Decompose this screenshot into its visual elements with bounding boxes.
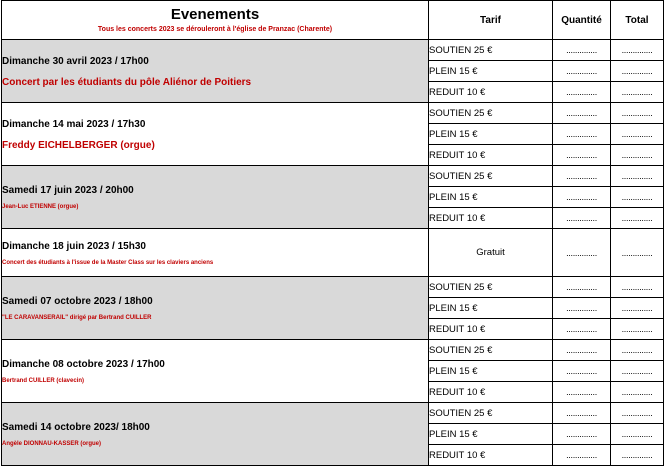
event-performer: Angèle DIONNAU-KASSER (orgue) <box>2 441 102 447</box>
event-cell <box>2 103 429 166</box>
total-field: .............. <box>611 229 664 277</box>
quantity-field[interactable]: .............. <box>553 166 611 187</box>
tarif-option: REDUIT 10 € <box>429 82 553 103</box>
total-field: .............. <box>611 124 664 145</box>
total-field: .............. <box>611 82 664 103</box>
total-field: .............. <box>611 403 664 424</box>
tarif-option: SOUTIEN 25 € <box>429 403 553 424</box>
total-field: .............. <box>611 382 664 403</box>
quantity-field[interactable]: .............. <box>553 277 611 298</box>
event-performer: Freddy EICHELBERGER (orgue) <box>2 139 155 151</box>
tarif-option: SOUTIEN 25 € <box>429 166 553 187</box>
quantity-field[interactable]: .............. <box>553 382 611 403</box>
total-field: .............. <box>611 145 664 166</box>
event-date: Dimanche 14 mai 2023 / 17h30 <box>2 118 146 130</box>
quantity-field[interactable]: .............. <box>553 145 611 166</box>
event-date: Samedi 17 juin 2023 / 20h00 <box>2 185 134 196</box>
total-field: .............. <box>611 424 664 445</box>
quantity-field[interactable]: .............. <box>553 340 611 361</box>
quantity-field[interactable]: .............. <box>553 403 611 424</box>
quantity-field[interactable]: .............. <box>553 208 611 229</box>
event-date: Dimanche 18 juin 2023 / 15h30 <box>2 240 146 252</box>
tarif-option: REDUIT 10 € <box>429 145 553 166</box>
quantity-field[interactable]: .............. <box>553 445 611 466</box>
event-cell <box>2 403 429 466</box>
event-date: Dimanche 30 avril 2023 / 17h00 <box>2 55 149 67</box>
quantity-field[interactable]: .............. <box>553 424 611 445</box>
event-cell <box>2 277 429 340</box>
quantity-field[interactable]: .............. <box>553 361 611 382</box>
quantity-field[interactable]: .............. <box>553 40 611 61</box>
event-performer: Jean-Luc ETIENNE (orgue) <box>2 204 79 210</box>
tarif-option: SOUTIEN 25 € <box>429 277 553 298</box>
total-field: .............. <box>611 61 664 82</box>
event-performer: Bertrand CUILLER (clavecin) <box>2 378 85 384</box>
total-header: Total <box>611 1 664 40</box>
quantite-header: Quantité <box>553 1 611 40</box>
page-title: Evenements <box>170 6 260 23</box>
quantity-field[interactable]: .............. <box>553 82 611 103</box>
tarif-option: SOUTIEN 25 € <box>429 40 553 61</box>
total-field: .............. <box>611 319 664 340</box>
total-field: .............. <box>611 298 664 319</box>
tarif-option: REDUIT 10 € <box>429 319 553 340</box>
tarif-option: REDUIT 10 € <box>429 382 553 403</box>
quantity-field[interactable]: .............. <box>553 319 611 340</box>
quantity-field[interactable]: .............. <box>553 187 611 208</box>
quantity-field[interactable]: .............. <box>553 61 611 82</box>
tarif-option: PLEIN 15 € <box>429 61 553 82</box>
events-header-cell <box>2 1 429 40</box>
tarif-option: PLEIN 15 € <box>429 361 553 382</box>
header-row <box>2 1 664 40</box>
tarif-row <box>2 403 664 424</box>
tarif-row <box>2 103 664 124</box>
event-cell <box>2 166 429 229</box>
tarif-row <box>2 166 664 187</box>
total-field: .............. <box>611 187 664 208</box>
tarif-option: PLEIN 15 € <box>429 424 553 445</box>
tarif-row <box>2 277 664 298</box>
total-field: .............. <box>611 277 664 298</box>
quantity-field[interactable]: .............. <box>553 124 611 145</box>
events-table <box>1 0 664 466</box>
tarif-option: Gratuit <box>429 229 553 277</box>
tarif-option: PLEIN 15 € <box>429 187 553 208</box>
event-cell <box>2 229 429 277</box>
total-field: .............. <box>611 40 664 61</box>
tarif-option: REDUIT 10 € <box>429 208 553 229</box>
total-field: .............. <box>611 445 664 466</box>
event-cell <box>2 340 429 403</box>
tarif-header: Tarif <box>429 1 553 40</box>
quantity-field[interactable]: .............. <box>553 103 611 124</box>
event-cell <box>2 40 429 103</box>
tarif-option: PLEIN 15 € <box>429 298 553 319</box>
total-field: .............. <box>611 166 664 187</box>
tarif-option: SOUTIEN 25 € <box>429 340 553 361</box>
tarif-row <box>2 40 664 61</box>
quantity-field[interactable]: .............. <box>553 298 611 319</box>
event-date: Dimanche 08 octobre 2023 / 17h00 <box>2 359 165 370</box>
event-performer: Concert des étudiants à l'issue de la Master Class sur les claviers anciens <box>2 259 214 266</box>
total-field: .............. <box>611 340 664 361</box>
event-date: Samedi 14 octobre 2023/ 18h00 <box>2 422 150 433</box>
tarif-row <box>2 229 664 277</box>
total-field: .............. <box>611 361 664 382</box>
venue-note: Tous les concerts 2023 se dérouleront à l'église de Pranzac (Charente) <box>97 26 333 33</box>
tarif-row <box>2 340 664 361</box>
tarif-option: PLEIN 15 € <box>429 124 553 145</box>
total-field: .............. <box>611 208 664 229</box>
event-date: Samedi 07 octobre 2023 / 18h00 <box>2 296 153 307</box>
total-field: .............. <box>611 103 664 124</box>
tarif-option: REDUIT 10 € <box>429 445 553 466</box>
event-performer: Concert par les étudiants du pôle Aliénor de Poitiers <box>2 76 252 88</box>
tarif-option: SOUTIEN 25 € <box>429 103 553 124</box>
event-performer: "LE CARAVANSERAIL" dirigé par Bertrand CUILLER <box>2 315 152 321</box>
quantity-field[interactable]: .............. <box>553 229 611 277</box>
